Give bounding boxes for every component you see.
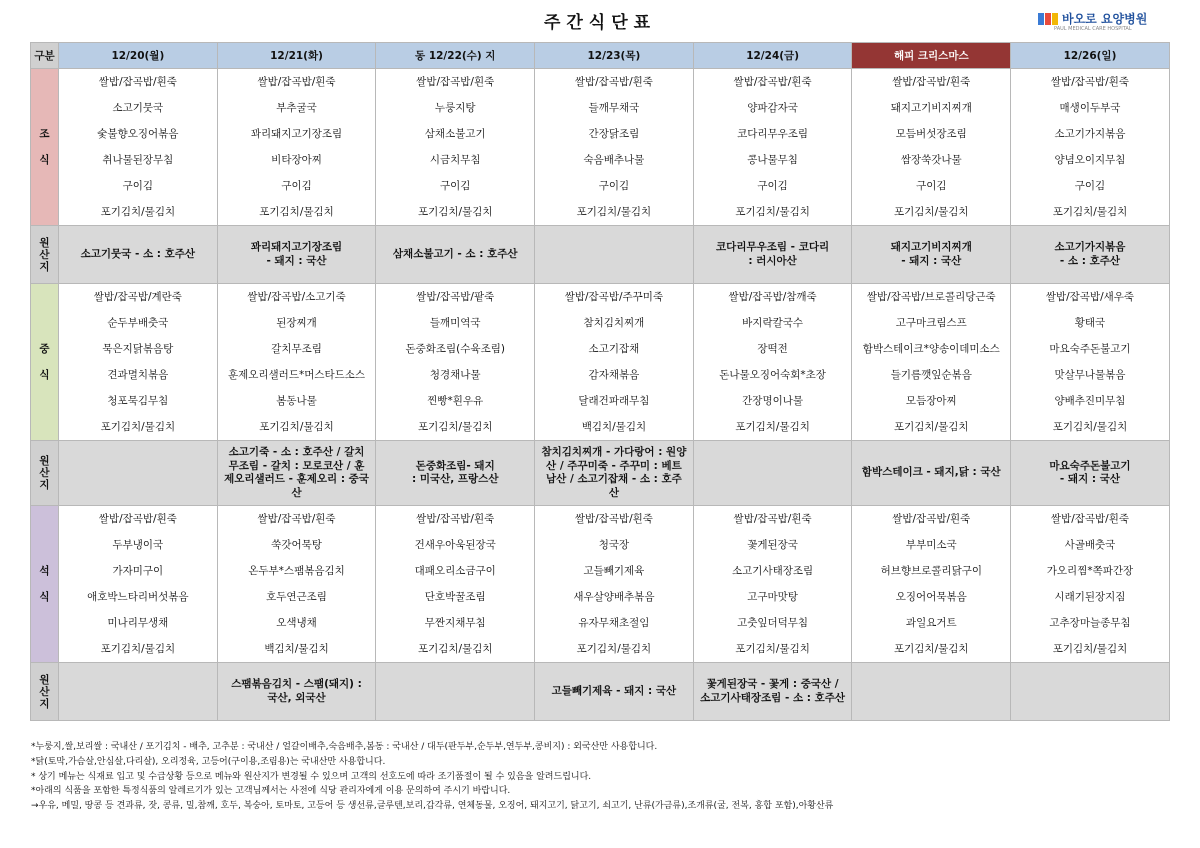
logo-subtext: PAUL MEDICAL CARE HOSPITAL xyxy=(1054,26,1132,32)
origin-line: 제오리샐러드 - 훈제오리 : 중국 xyxy=(224,473,369,485)
dish-item: 유자무채초절임 xyxy=(578,617,650,629)
label-char: 산 xyxy=(39,467,50,479)
breakfast-origin-cell xyxy=(376,226,535,284)
note-line: * 상기 메뉴는 식재료 입고 및 수급상황 등으로 메뉴와 원산지가 변경될 수 있으며 고객의 선호도에 따라 조기품절이 될 수 있음을 알려드립니다. xyxy=(31,771,592,782)
dish-item: 포기김치/물김치 xyxy=(894,206,969,218)
dish-item: 백김치/물김치 xyxy=(264,643,329,655)
label-char: 산 xyxy=(39,248,50,261)
origin-line: : 러시아산 xyxy=(748,254,797,267)
breakfast-day-cell xyxy=(376,69,535,226)
dinner-day-cell xyxy=(376,506,535,663)
dish-item: 함박스테이크*양송이데미소스 xyxy=(862,343,1000,355)
origin-line: 소고기죽 - 소 : 호주산 / 갈치 xyxy=(228,446,365,458)
note-line: *아래의 식품을 포함한 특정식품의 알레르기가 있는 고객님께서는 사전에 식당 관리자에게 이용 문의하여 주시기 바랍니다. xyxy=(31,786,511,797)
dinner-origin-cell xyxy=(217,663,376,721)
dish-item: 시금치무침 xyxy=(429,154,481,166)
origin-line: 삼채소불고기 - 소 : 호주산 xyxy=(392,247,518,260)
lunch-origin-cell xyxy=(693,441,852,506)
dish-item: 양배추진미무침 xyxy=(1054,395,1126,407)
dish-item: 포기김치/물김치 xyxy=(417,421,493,433)
label-char: 원 xyxy=(39,455,50,467)
weekly-menu-table xyxy=(30,42,1170,721)
dish-item: 청경채나물 xyxy=(429,369,481,381)
day-header-sun: 12/26(일) xyxy=(1011,43,1170,69)
dish-item: 쌀밥/잡곡밥/흰죽 xyxy=(733,513,812,525)
dish-item: 콩나물무침 xyxy=(747,154,798,166)
dinner-origin-cell xyxy=(59,663,218,721)
label-char: 원 xyxy=(39,236,50,249)
dish-item: 쌀밥/잡곡밥/소고기죽 xyxy=(247,291,346,303)
dish-item: 새우살양배추볶음 xyxy=(573,591,655,603)
dish-item: 묵은지닭볶음탕 xyxy=(102,343,174,355)
dish-item: 돈중화조림(수육조림) xyxy=(405,343,505,355)
dish-item: 구이김 xyxy=(281,180,312,192)
dish-item: 쌀밥/잡곡밥/흰죽 xyxy=(416,513,495,525)
dish-item: 구이김 xyxy=(757,180,788,192)
dish-item: 미나리무생채 xyxy=(107,617,169,629)
label-char: 지 xyxy=(39,697,50,710)
dish-item: 고추장마늘종무침 xyxy=(1049,617,1131,629)
dish-item: 모듬버섯장조림 xyxy=(895,128,967,140)
dish-item: 삼채소불고기 xyxy=(424,128,486,140)
dish-item: 꽈리돼지고기장조림 xyxy=(250,128,343,140)
origin-label xyxy=(31,663,59,721)
dish-item: 쌈장쑥갓나물 xyxy=(900,154,962,166)
dish-item: 포기김치/물김치 xyxy=(417,643,493,655)
origin-line: 스팸볶음김치 - 스팸(돼지) : xyxy=(231,678,362,690)
dish-item: 구이김 xyxy=(440,180,471,192)
label-char: 석 xyxy=(39,565,50,577)
dish-item: 꽃게된장국 xyxy=(747,539,798,551)
label-char: 식 xyxy=(39,591,50,603)
dish-item: 비타장아찌 xyxy=(271,154,322,166)
dish-item: 쌀밥/잡곡밥/팥죽 xyxy=(416,291,495,303)
note-line: →우유, 메밀, 땅콩 등 견과류, 잣, 콩류, 밀,참깨, 호두, 복숭아, 토마토, 고등어 등 생선류,글루텐,보리,갑각류, 연체동물, 오징어, 돼지고기, 닭고기, 쇠고기, 난류(가금류),조개류(굴, 전복, 홍합 포함),아황산류 xyxy=(31,801,834,812)
breakfast-row xyxy=(31,69,1170,226)
dish-item: 포기김치/물김치 xyxy=(259,421,334,433)
dish-item: 구이김 xyxy=(122,180,154,192)
hospital-logo xyxy=(1038,10,1147,27)
lunch-origin-cell xyxy=(376,441,535,506)
label-char: 지 xyxy=(39,479,50,491)
origin-line: 남산 / 소고기잡채 - 소 : 호주 xyxy=(546,473,682,485)
dish-item: 순두부배춧국 xyxy=(107,317,169,329)
dish-item: 호두연근조림 xyxy=(266,591,327,603)
label-char: 식 xyxy=(39,369,50,381)
origin-line: - 돼지 : 국산 xyxy=(901,254,962,267)
dinner-origin-cell xyxy=(693,663,852,721)
origin-line: 산 xyxy=(291,486,302,499)
dish-item: 구이김 xyxy=(1074,180,1106,192)
origin-line: 돼지고기비지찌개 xyxy=(890,241,972,253)
dinner-origin-cell xyxy=(376,663,535,721)
dish-item: 소고기잡채 xyxy=(588,343,640,355)
day-header-sat: 해피 크리스마스 xyxy=(852,43,1011,69)
dish-item: 백김치/물김치 xyxy=(581,421,647,433)
breakfast-day-cell xyxy=(1011,69,1170,226)
dish-item: 고춧잎더덕무침 xyxy=(737,617,809,629)
dish-item: 쌀밥/잡곡밥/흰죽 xyxy=(892,76,971,88)
dish-item: 쌀밥/잡곡밥/주꾸미죽 xyxy=(564,291,664,303)
note-line: *닭(토막,가슴살,안심살,다리살), 오리정육, 고등어(구이용,조림용)는 국내산만 사용합니다. xyxy=(31,756,386,767)
lunch-label xyxy=(31,284,59,441)
dish-item: 황태국 xyxy=(1074,317,1106,329)
dish-item: 모듬장아찌 xyxy=(905,395,957,407)
dish-item: 봄동나물 xyxy=(276,395,317,407)
dish-item: 쌀밥/잡곡밥/흰죽 xyxy=(98,76,177,88)
lunch-day-cell xyxy=(1011,284,1170,441)
label-char: 조 xyxy=(39,128,50,140)
origin-line: 마요숙주돈불고기 xyxy=(1049,459,1131,472)
dish-item: 과일요거트 xyxy=(905,617,957,629)
label-char: 산 xyxy=(39,685,50,698)
lunch-day-cell xyxy=(852,284,1011,441)
origin-line: 함박스테이크 - 돼지,닭 : 국산 xyxy=(861,466,1001,479)
dish-item: 쌀밥/잡곡밥/새우죽 xyxy=(1045,291,1135,303)
origin-line: 소고기사태장조림 - 소 : 호주산 xyxy=(700,691,846,704)
lunch-day-cell xyxy=(59,284,218,441)
dish-item: 쑥갓어묵탕 xyxy=(271,539,322,551)
dish-item: 쌀밥/잡곡밥/흰죽 xyxy=(257,76,336,88)
dish-item: 허브향브로콜리닭구이 xyxy=(880,565,982,577)
dish-item: 장떡전 xyxy=(757,343,788,355)
dish-item: 쌀밥/잡곡밥/흰죽 xyxy=(257,513,336,525)
dish-item: 대패오리소금구이 xyxy=(414,565,496,577)
dish-item: 양파감자국 xyxy=(747,102,798,114)
day-header-wed: 동 12/22(수) 지 xyxy=(376,43,535,69)
lunch-origin-cell xyxy=(535,441,694,506)
dish-item: 포기김치/물김치 xyxy=(1052,206,1128,218)
dinner-origin-cell xyxy=(535,663,694,721)
lunch-origin-cell xyxy=(59,441,218,506)
dish-item: 달래건파래무침 xyxy=(578,395,650,407)
breakfast-origin-cell xyxy=(535,226,694,284)
dish-item: 참치김치찌개 xyxy=(583,317,645,329)
lunch-day-cell xyxy=(693,284,852,441)
dish-item: 부추굴국 xyxy=(276,102,317,114)
dish-item: 맛살무나물볶음 xyxy=(1054,369,1126,381)
dish-item: 쌀밥/잡곡밥/흰죽 xyxy=(1050,76,1129,88)
dish-item: 고들빼기제육 xyxy=(583,565,645,577)
origin-line: 소고기뭇국 - 소 : 호주산 xyxy=(80,247,196,260)
origin-line: 참치김치찌개 - 가다랑어 : 원양 xyxy=(541,446,687,458)
dish-item: 취나물된장무침 xyxy=(102,154,174,166)
dish-item: 단호박꿀조림 xyxy=(424,591,486,603)
notes xyxy=(31,740,1181,814)
dish-item: 건새우아욱된장국 xyxy=(414,539,496,551)
origin-line: 꽃게된장국 - 꽃게 : 중국산 / xyxy=(706,678,839,690)
dish-item: 들깨미역국 xyxy=(429,317,481,329)
dish-item: 들깨무채국 xyxy=(588,102,640,114)
day-header-fri: 12/24(금) xyxy=(693,43,852,69)
dish-item: 바지락칼국수 xyxy=(742,317,804,329)
breakfast-day-cell xyxy=(217,69,376,226)
breakfast-origin-row xyxy=(31,226,1170,284)
breakfast-day-cell xyxy=(535,69,694,226)
dish-item: 매생이두부국 xyxy=(1059,102,1121,114)
label-char: 식 xyxy=(39,154,50,166)
label-char: 원 xyxy=(39,673,50,686)
lunch-row xyxy=(31,284,1170,441)
dish-item: 무짠지채무침 xyxy=(424,617,486,629)
dish-item: 포기김치/물김치 xyxy=(894,643,969,655)
lunch-day-cell xyxy=(217,284,376,441)
dish-item: 돈나물오징어숙회*초장 xyxy=(719,369,826,381)
logo-icon xyxy=(1038,13,1058,25)
breakfast-origin-cell xyxy=(59,226,218,284)
dish-item: 쌀밥/잡곡밥/흰죽 xyxy=(1050,513,1129,525)
dish-item: 포기김치/물김치 xyxy=(735,643,810,655)
origin-line: : 미국산, 프랑스산 xyxy=(411,473,499,485)
dish-item: 포기김치/물김치 xyxy=(100,643,176,655)
origin-label xyxy=(31,226,59,284)
label-char: 중 xyxy=(39,343,50,355)
breakfast-origin-cell xyxy=(217,226,376,284)
dish-item: 갈치무조림 xyxy=(271,343,322,355)
dish-item: 포기김치/물김치 xyxy=(100,206,176,218)
dish-item: 청국장 xyxy=(598,539,630,551)
dish-item: 가자미구이 xyxy=(112,565,164,577)
dish-item: 구이김 xyxy=(598,180,630,192)
dish-item: 숙음배추나물 xyxy=(583,154,645,166)
dish-item: 사골배춧국 xyxy=(1064,539,1116,551)
dish-item: 부부미소국 xyxy=(905,539,957,551)
lunch-origin-cell xyxy=(852,441,1011,506)
dish-item: 찐빵*흰우유 xyxy=(427,395,484,407)
dish-item: 견과멸치볶음 xyxy=(107,369,169,381)
dinner-day-cell xyxy=(59,506,218,663)
dish-item: 포기김치/물김치 xyxy=(735,421,810,433)
dish-item: 오징어어묵볶음 xyxy=(895,591,967,603)
dinner-origin-cell xyxy=(1011,663,1170,721)
origin-line: - 소 : 호주산 xyxy=(1059,254,1121,267)
dinner-row xyxy=(31,506,1170,663)
dish-item: 가오리찜*쪽파간장 xyxy=(1046,565,1134,577)
dinner-label xyxy=(31,506,59,663)
breakfast-origin-cell xyxy=(693,226,852,284)
dish-item: 된장찌개 xyxy=(276,317,317,329)
dish-item: 쌀밥/잡곡밥/참깨죽 xyxy=(728,291,817,303)
day-header-thu: 12/23(목) xyxy=(535,43,694,69)
dish-item: 돼지고기비지찌개 xyxy=(890,102,972,114)
dish-item: 들기름깻잎순볶음 xyxy=(890,369,972,381)
lunch-origin-cell xyxy=(217,441,376,506)
dinner-day-cell xyxy=(217,506,376,663)
breakfast-label xyxy=(31,69,59,226)
dinner-origin-cell xyxy=(852,663,1011,721)
dish-item: 시래기된장지짐 xyxy=(1054,591,1126,603)
dish-item: 포기김치/물김치 xyxy=(100,421,176,433)
breakfast-origin-cell xyxy=(852,226,1011,284)
dish-item: 포기김치/물김치 xyxy=(1052,421,1128,433)
dish-item: 포기김치/물김치 xyxy=(576,643,652,655)
dish-item: 온두부*스팸볶음김치 xyxy=(248,565,345,577)
dish-item: 쌀밥/잡곡밥/흰죽 xyxy=(733,76,812,88)
lunch-day-cell xyxy=(376,284,535,441)
dinner-origin-row xyxy=(31,663,1170,721)
category-header: 구분 xyxy=(31,43,59,69)
dish-item: 오색냉채 xyxy=(276,617,317,629)
dish-item: 쌀밥/잡곡밥/흰죽 xyxy=(574,513,653,525)
dish-item: 쌀밥/잡곡밥/흰죽 xyxy=(98,513,177,525)
dish-item: 포기김치/물김치 xyxy=(894,421,969,433)
dish-item: 간장명이나물 xyxy=(742,395,804,407)
dish-item: 숯불향오징어볶음 xyxy=(97,128,179,140)
origin-line: - 돼지 : 국산 xyxy=(1059,473,1121,485)
dish-item: 포기김치/물김치 xyxy=(576,206,652,218)
origin-line: 고들빼기제육 - 돼지 : 국산 xyxy=(551,684,677,697)
dish-item: 간장닭조림 xyxy=(588,128,640,140)
origin-line: 소고기가지볶음 xyxy=(1054,241,1126,253)
dish-item: 감자채볶음 xyxy=(588,369,640,381)
dinner-day-cell xyxy=(535,506,694,663)
breakfast-origin-cell xyxy=(1011,226,1170,284)
dish-item: 소고기가지볶음 xyxy=(1054,128,1126,140)
breakfast-day-cell xyxy=(59,69,218,226)
dish-item: 양념오이지무침 xyxy=(1054,154,1126,166)
origin-line: 산 xyxy=(608,486,619,499)
dinner-day-cell xyxy=(693,506,852,663)
dish-item: 쌀밥/잡곡밥/흰죽 xyxy=(892,513,971,525)
origin-line: 국산, 외국산 xyxy=(267,691,326,704)
note-line: *누룽지,쌀,보리쌀 : 국내산 / 포기김치 - 배추, 고추분 : 국내산 / 얼갈이배추,숙음배추,봄동 : 국내산 / 대두(판두부,순두부,연두부,콩비지) : 외국산만 사용합니다. xyxy=(31,742,658,752)
dish-item: 애호박느타리버섯볶음 xyxy=(87,591,189,603)
dish-item: 포기김치/물김치 xyxy=(259,206,334,218)
dish-item: 훈제오리샐러드*머스타드소스 xyxy=(227,369,366,381)
dish-item: 소고기뭇국 xyxy=(112,102,164,114)
lunch-origin-row xyxy=(31,441,1170,506)
origin-line: 코다리무우조림 - 코다리 xyxy=(716,241,830,253)
logo-text: 바오로 요양병원 xyxy=(1062,12,1148,26)
dinner-day-cell xyxy=(852,506,1011,663)
dish-item: 누룽지탕 xyxy=(434,102,476,114)
origin-line: 무조림 - 갈치 : 모로코산 / 훈 xyxy=(228,459,365,472)
dish-item: 고구마크림스프 xyxy=(895,317,967,329)
dish-item: 두부냉이국 xyxy=(112,539,164,551)
origin-line: 꽈리돼지고기장조림 xyxy=(250,241,343,253)
dish-item: 쌀밥/잡곡밥/브로콜리당근죽 xyxy=(866,291,996,303)
dish-item: 구이김 xyxy=(916,180,947,192)
dish-item: 고구마맛탕 xyxy=(747,591,798,603)
origin-line: 산 / 주꾸미죽 - 주꾸미 : 베트 xyxy=(546,459,682,472)
origin-label xyxy=(31,441,59,506)
lunch-origin-cell xyxy=(1011,441,1170,506)
dinner-day-cell xyxy=(1011,506,1170,663)
dish-item: 포기김치/물김치 xyxy=(1052,643,1128,655)
lunch-day-cell xyxy=(535,284,694,441)
day-header-mon: 12/20(월) xyxy=(59,43,218,69)
label-char: 지 xyxy=(39,260,50,273)
dish-item: 청포묵김무침 xyxy=(107,395,169,407)
header-row xyxy=(31,43,1170,69)
dish-item: 쌀밥/잡곡밥/흰죽 xyxy=(416,76,495,88)
day-header-tue: 12/21(화) xyxy=(217,43,376,69)
origin-line: 돈중화조림- 돼지 xyxy=(415,459,495,472)
breakfast-day-cell xyxy=(693,69,852,226)
dish-item: 쌀밥/잡곡밥/흰죽 xyxy=(574,76,653,88)
dish-item: 포기김치/물김치 xyxy=(417,206,493,218)
dish-item: 쌀밥/잡곡밥/계란죽 xyxy=(93,291,182,303)
dish-item: 마요숙주돈불고기 xyxy=(1049,343,1131,355)
origin-line: - 돼지 : 국산 xyxy=(266,254,327,267)
dish-item: 소고기사태장조림 xyxy=(732,565,814,577)
breakfast-day-cell xyxy=(852,69,1011,226)
page-title: 주간식단표 xyxy=(543,13,657,33)
dish-item: 포기김치/물김치 xyxy=(735,206,810,218)
dish-item: 코다리무우조림 xyxy=(737,128,809,140)
